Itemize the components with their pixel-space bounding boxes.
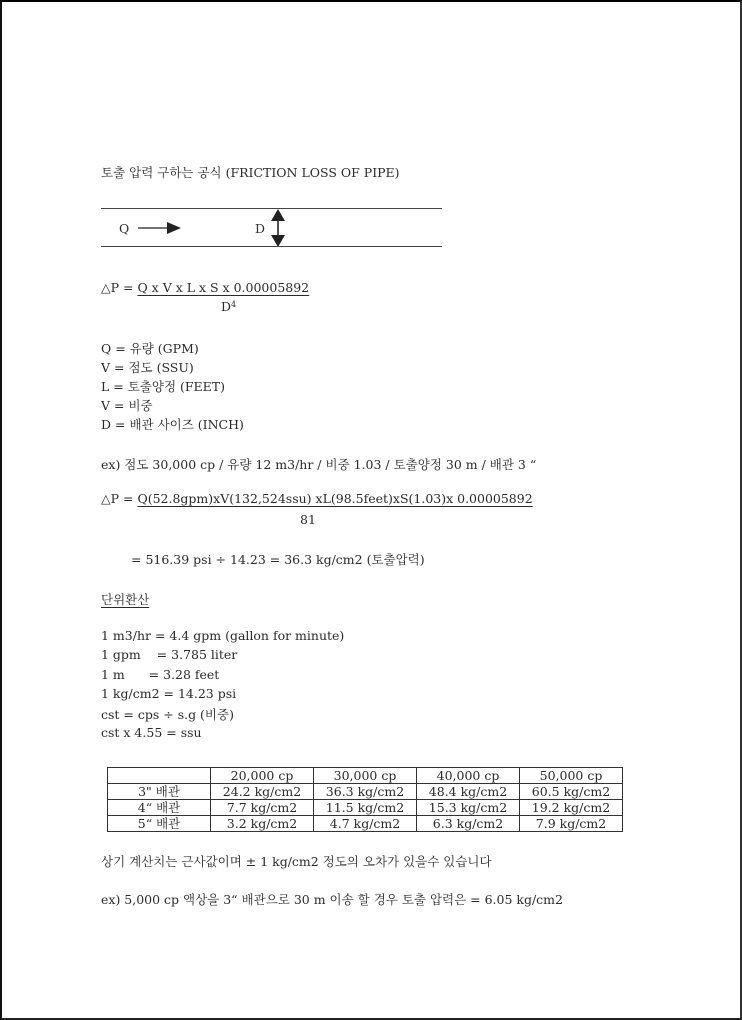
table-cell: 7.9 kg/cm2 — [520, 816, 623, 832]
table-header-cell: 40,000 cp — [417, 768, 520, 784]
pressure-table — [107, 767, 623, 832]
table-header-row — [108, 768, 623, 784]
unit-line: cst x 4.55 = ssu — [101, 725, 202, 740]
table-cell: 36.3 kg/cm2 — [314, 784, 417, 800]
example-formula-numerator: Q(52.8gpm)xV(132,524ssu) xL(98.5feet)xS(1.03)x 0.00005892 — [137, 491, 533, 506]
unit-line: 1 m3/hr = 4.4 gpm (gallon for minute) — [101, 628, 345, 643]
formula-denominator-base: D — [221, 299, 232, 314]
example-formula-line — [101, 491, 533, 506]
table-cell: 15.3 kg/cm2 — [417, 800, 520, 816]
example-formula-lhs: △P = — [101, 491, 138, 506]
example-formula-denominator: 81 — [300, 512, 316, 527]
table-cell: 60.5 kg/cm2 — [520, 784, 623, 800]
formula-numerator: Q x V x L x S x 0.00005892 — [137, 280, 310, 295]
table-cell: 4“ 배관 — [108, 800, 211, 816]
formula-lhs: △P = — [101, 280, 138, 295]
definition-line: Q = 유량 (GPM) — [101, 341, 199, 356]
table-cell: 6.3 kg/cm2 — [417, 816, 520, 832]
unit-line: 1 m = 3.28 feet — [101, 667, 220, 682]
table-row — [108, 784, 623, 800]
table-header-cell — [108, 768, 211, 784]
diameter-arrow-icon — [268, 208, 288, 248]
definition-line: V = 비중 — [101, 398, 153, 413]
units-heading: 단위환산 — [101, 592, 150, 607]
table-row — [108, 800, 623, 816]
table-cell: 4.7 kg/cm2 — [314, 816, 417, 832]
table-cell: 48.4 kg/cm2 — [417, 784, 520, 800]
table-cell: 3" 배관 — [108, 784, 211, 800]
example-result: = 516.39 psi ÷ 14.23 = 36.3 kg/cm2 (토출압력) — [131, 552, 425, 567]
table-cell: 19.2 kg/cm2 — [520, 800, 623, 816]
formula-exponent: 4 — [231, 300, 237, 309]
table-header-cell: 50,000 cp — [520, 768, 623, 784]
formula-line — [101, 280, 309, 295]
formula-denominator — [221, 299, 236, 314]
table-cell: 24.2 kg/cm2 — [211, 784, 314, 800]
document-title: 토출 압력 구하는 공식 (FRICTION LOSS OF PIPE) — [101, 165, 400, 180]
unit-line: 1 gpm = 3.785 liter — [101, 647, 238, 662]
table-cell: 3.2 kg/cm2 — [211, 816, 314, 832]
table-cell: 7.7 kg/cm2 — [211, 800, 314, 816]
accuracy-note: 상기 계산치는 근사값이며 ± 1 kg/cm2 정도의 오차가 있을수 있습니다 — [101, 854, 492, 869]
table-header-cell: 20,000 cp — [211, 768, 314, 784]
diameter-label: D — [255, 221, 266, 236]
table-cell: 11.5 kg/cm2 — [314, 800, 417, 816]
definition-line: V = 점도 (SSU) — [101, 360, 194, 375]
unit-line: 1 kg/cm2 = 14.23 psi — [101, 686, 237, 701]
unit-line: cst = cps ÷ s.g (비중) — [101, 707, 234, 722]
flow-arrow-icon — [136, 220, 184, 236]
table-header-cell: 30,000 cp — [314, 768, 417, 784]
table-row — [108, 816, 623, 832]
definition-line: D = 배관 사이즈 (INCH) — [101, 417, 244, 432]
definition-line: L = 토출양정 (FEET) — [101, 379, 226, 394]
table-cell: 5“ 배관 — [108, 816, 211, 832]
example-two: ex) 5,000 cp 액상을 3“ 배관으로 30 m 이송 할 경우 토출 압력은 = 6.05 kg/cm2 — [101, 892, 563, 907]
flow-label: Q — [119, 221, 130, 236]
example-conditions: ex) 점도 30,000 cp / 유량 12 m3/hr / 비중 1.03 / 토출양정 30 m / 배관 3 “ — [101, 457, 537, 472]
